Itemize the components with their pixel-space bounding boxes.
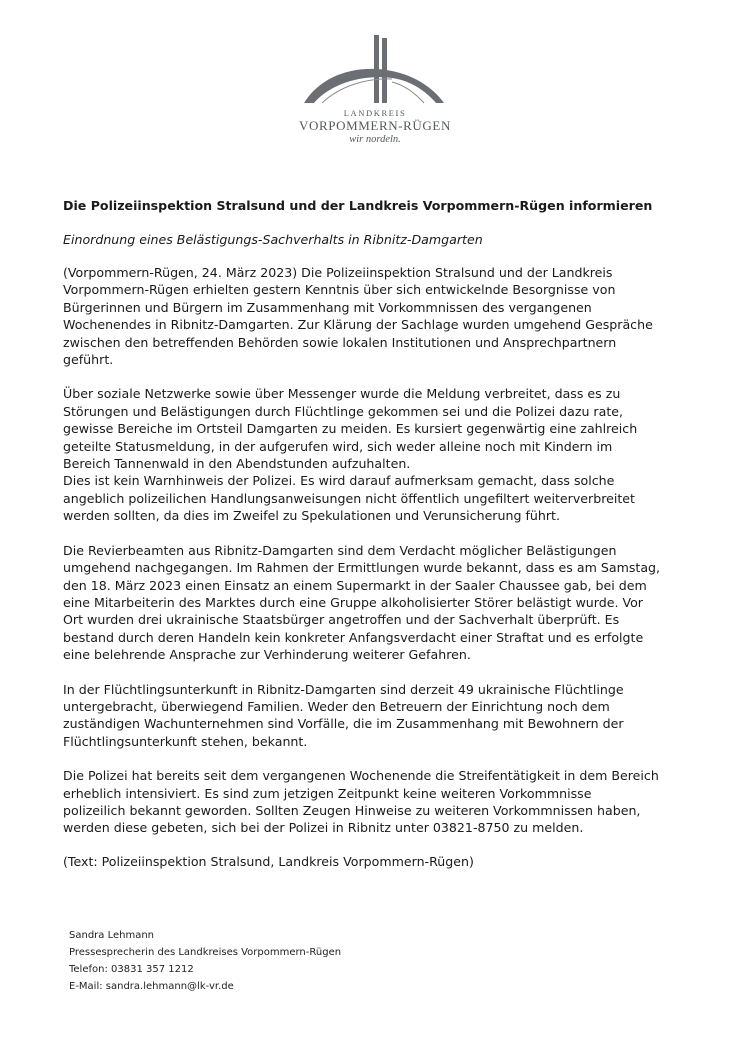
landkreis-logo: [290, 34, 460, 146]
contact-phone: Telefon: 03831 357 1212: [69, 964, 194, 975]
text-line: gewisse Bereiche im Ortsteil Damgarten zu meiden. Es kursiert gegenwärtig eine zahlreich: [63, 421, 638, 437]
text-line: Dies ist kein Warnhinweis der Polizei. Es wird darauf aufmerksam gemacht, dass solche: [63, 473, 615, 489]
contact-email: E-Mail: sandra.lehmann@lk-vr.de: [69, 981, 234, 992]
text-line: Über soziale Netzwerke sowie über Messenger wurde die Meldung verbreitet, dass es zu: [63, 386, 621, 402]
text-line: Ort wurden drei ukrainische Staatsbürger angetroffen und der Sachverhalt überprüft. Es: [63, 612, 620, 628]
text-line: bestand durch deren Handeln kein konkreter Anfangsverdacht einer Straftat und es erfolgte: [63, 629, 644, 645]
paragraph: [63, 385, 703, 524]
paragraph: [63, 264, 703, 368]
text-line: erheblich intensiviert. Es sind zum jetzigen Zeitpunkt keine weiteren Vorkommnisse: [63, 785, 592, 801]
paragraph: [63, 767, 703, 837]
text-line: eine belehrende Ansprache zur Verhinderung weiterer Gefahren.: [63, 647, 471, 663]
logo-line-landkreis: LANDKREIS: [343, 108, 407, 118]
text-line: untergebracht, überwiegend Familien. Weder den Betreuern der Einrichtung noch dem: [63, 698, 610, 714]
text-line: Flüchtlingsunterkunft stehen, bekannt.: [63, 733, 308, 749]
text-credit: (Text: Polizeiinspektion Stralsund, Landkreis Vorpommern-Rügen): [63, 854, 474, 869]
text-line: werden diese gebeten, sich bei der Polizei in Ribnitz unter 03821-8750 zu melden.: [63, 820, 584, 836]
page-title: Die Polizeiinspektion Stralsund und der Landkreis Vorpommern-Rügen informieren: [63, 198, 653, 213]
logo-slogan: wir nordeln.: [349, 134, 401, 145]
text-line: Wochenendes in Ribnitz-Damgarten. Zur Klärung der Sachlage wurden umgehend Gespräche: [63, 317, 653, 333]
text-line: (Vorpommern-Rügen, 24. März 2023) Die Polizeiinspektion Stralsund und der Landkreis: [63, 265, 613, 280]
paragraph: [63, 681, 703, 751]
bridge-logo-icon: [300, 34, 450, 110]
text-line: angeblich polizeilichen Handlungsanweisungen nicht öffentlich ungefiltert weiterverbreitet: [63, 490, 635, 506]
text-line: In der Flüchtlingsunterkunft in Ribnitz-Damgarten sind derzeit 49 ukrainische Flüchtlinge: [63, 681, 624, 697]
page-subtitle: Einordnung eines Belästigungs-Sachverhalts in Ribnitz-Damgarten: [63, 232, 483, 247]
text-line: polizeilich bekannt geworden. Sollten Zeugen Hinweise zu weiteren Vorkommnissen haben,: [63, 802, 641, 818]
text-line: umgehend nachgegangen. Im Rahmen der Ermittlungen wurde bekannt, dass es am Samstag,: [63, 560, 661, 576]
text-line: Vorpommern-Rügen erhielten gestern Kenntnis über sich entwickelnde Besorgnisse von: [63, 282, 616, 298]
text-line: Bereich Tannenwald in den Abendstunden aufzuhalten.: [63, 456, 411, 472]
text-line: Die Revierbeamten aus Ribnitz-Damgarten sind dem Verdacht möglicher Belästigungen: [63, 542, 617, 558]
text-line: zwischen den betreffenden Behörden sowie lokalen Institutionen und Ansprechpartnern: [63, 334, 617, 350]
text-line: den 18. März 2023 einen Einsatz an einem Supermarkt in der Saaler Chaussee gab, bei dem: [63, 577, 647, 593]
article-body: [63, 264, 703, 854]
text-line: eine Mitarbeiterin des Marktes durch eine Gruppe alkoholisierter Störer belästigt wurde. Vor: [63, 594, 643, 610]
text-line: Störungen und Belästigungen durch Flüchtlinge gekommen sei und die Polizei dazu rate,: [63, 403, 624, 419]
text-line: Die Polizei hat bereits seit dem vergangenen Wochenende die Streifentätigkeit in dem Bereich: [63, 768, 659, 784]
text-line: zuständigen Wachunternehmen sind Vorfälle, die im Zusammenhang mit Bewohnern der: [63, 716, 624, 732]
text-line: werden sollten, da dies im Zweifel zu Spekulationen und Verunsicherung führt.: [63, 508, 560, 524]
contact-name: Sandra Lehmann: [69, 930, 155, 941]
text-line: geführt.: [63, 352, 114, 368]
paragraph: [63, 542, 703, 664]
text-line: geteilte Statusmeldung, in der aufgerufen wird, sich weder alleine noch mit Kindern im: [63, 438, 613, 454]
text-line: Bürgerinnen und Bürgern im Zusammenhang mit Vorkommnissen des vergangenen: [63, 299, 592, 315]
logo-line-region: VORPOMMERN-RÜGEN: [299, 118, 451, 133]
contact-block: [69, 927, 341, 995]
contact-role: Pressesprecherin des Landkreises Vorpommern-Rügen: [69, 947, 342, 958]
